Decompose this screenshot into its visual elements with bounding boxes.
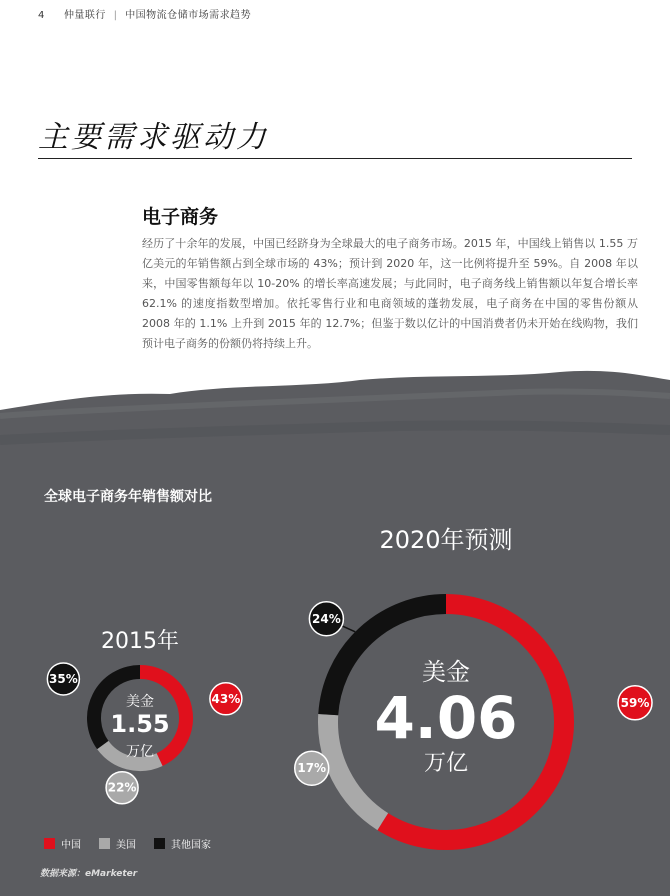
donut-chart-2020: [295, 526, 652, 840]
percent-badge-other: [309, 602, 343, 636]
chart-year-label: 2020年预测: [379, 526, 513, 554]
percent-label: 24%: [312, 611, 341, 626]
percent-badge-china: [210, 683, 242, 715]
percent-badge-usa: [295, 751, 329, 785]
percent-badge-china: [618, 686, 652, 720]
center-unit-label: 万亿: [126, 744, 154, 760]
percent-label: 22%: [107, 780, 137, 795]
subsection-title: 电子商务: [142, 206, 219, 228]
center-unit-label: 万亿: [423, 751, 469, 776]
page-number: 4: [38, 10, 45, 21]
legend-label-other: 其他国家: [171, 840, 211, 851]
center-total-value: 4.06: [374, 684, 518, 752]
legend-item-other: [154, 836, 211, 851]
center-currency-label: 美金: [126, 694, 154, 710]
percent-label: 43%: [211, 691, 241, 706]
legend-label-usa: 美国: [116, 840, 136, 851]
publisher-name: 仲量联行: [63, 10, 106, 21]
page-header: 4 仲量联行 | 中国物流仓储市场需求趋势: [38, 10, 252, 21]
center-total-value: 1.55: [110, 710, 170, 738]
legend-swatch-china: [44, 838, 55, 849]
chart-year-label: 2015年: [101, 629, 179, 654]
legend-item-china: [44, 836, 81, 851]
section-title: 主要需求驱动力: [38, 120, 269, 155]
legend-swatch-usa: [99, 838, 110, 849]
legend-item-usa: [99, 836, 136, 851]
data-source: 数据来源：eMarketer: [40, 869, 138, 879]
percent-label: 59%: [620, 695, 650, 710]
donut-chart-2015: [47, 629, 242, 804]
chart-title: 全球电子商务年销售额对比: [44, 489, 212, 505]
percent-badge-other: [47, 663, 79, 695]
body-paragraph: 经历了十余年的发展，中国已经跻身为全球最大的电子商务市场。2015 年，中国线上销售以 1.55 万亿美元的年销售额占到全球市场的 43%；预计到 2020 年，这一比例将提升至 59%。自 2008 年以来，中国零售额每年以 10-20% 的增长率高速发展；与此同时，电子商务线上销售额以年复合增长率 62.1% 的速度指数型增加。依托零售行业和电商领域的蓬勃发展，电子商务在中国的零售份额从 2008 年的 1.1% 上升到 2015 年的 12.7%；但鉴于数以亿计的中国消费者仍未开始在线购物，我们预计电子商务的份额仍将持续上升。: [142, 237, 638, 350]
percent-badge-usa: [106, 772, 138, 804]
percent-label: 35%: [49, 671, 78, 686]
legend-swatch-other: [154, 838, 165, 849]
legend-label-china: 中国: [61, 840, 81, 851]
legend: [44, 836, 229, 851]
report-title: 中国物流仓储市场需求趋势: [125, 10, 252, 21]
percent-label: 17%: [297, 761, 327, 776]
center-currency-label: 美金: [422, 658, 470, 686]
